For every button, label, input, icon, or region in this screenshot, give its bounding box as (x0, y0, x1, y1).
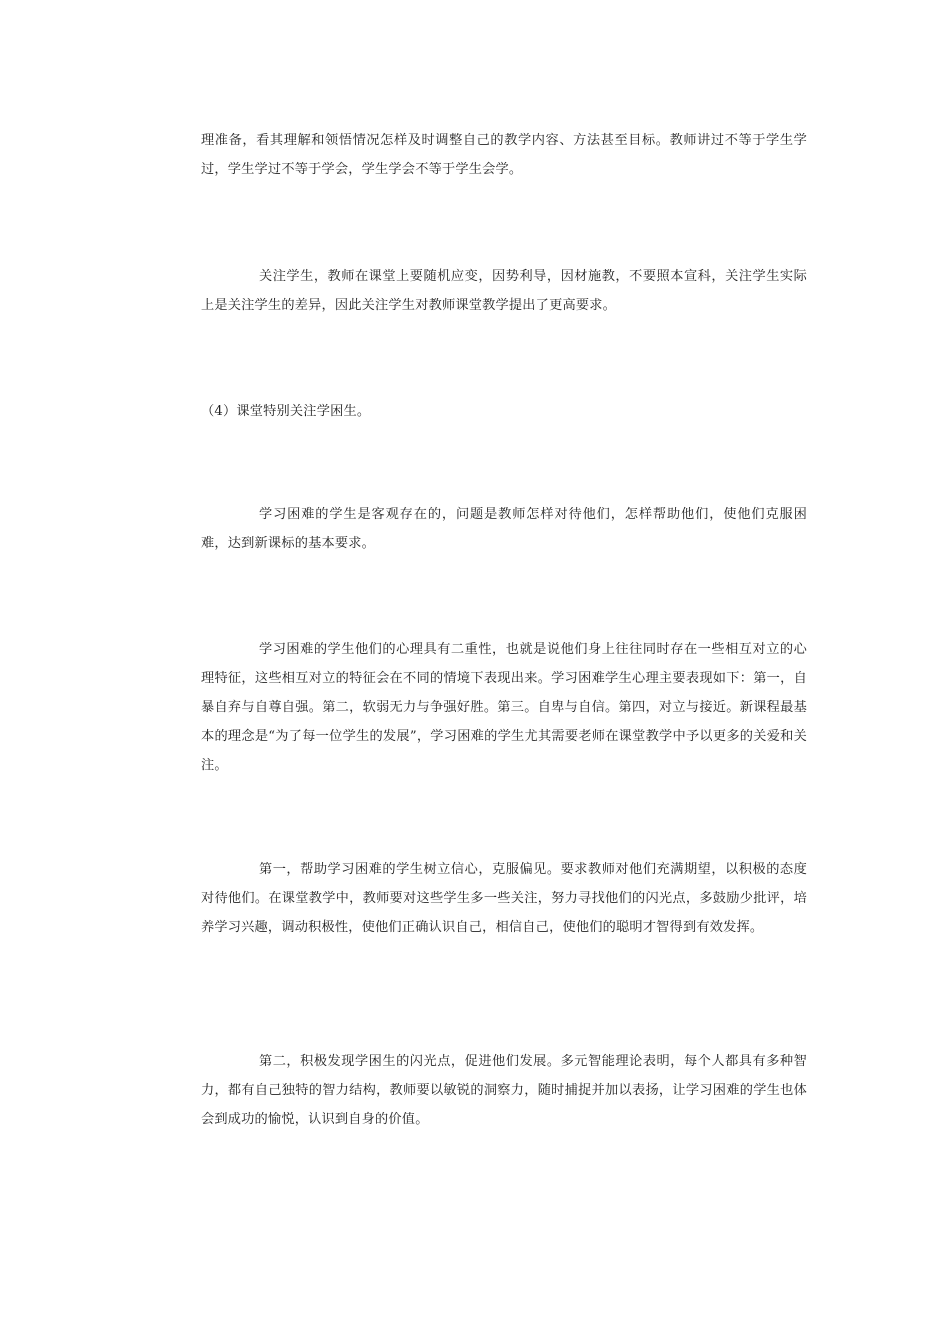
paragraph-second-point: 第二，积极发现学困生的闪光点，促进他们发展。多元智能理论表明，每个人都具有多种智力，都有自己独特的智力结构，教师要以敏锐的洞察力，随时捕捉并加以表扬，让学习困难的学生也体会到成功的愉悦，认识到自身的价值。 (201, 1054, 807, 1127)
paragraph-focus-students: 关注学生，教师在课堂上要随机应变，因势利导，因材施教，不要照本宣科，关注学生实际上是关注学生的差异，因此关注学生对教师课堂教学提出了更高要求。 (201, 269, 807, 313)
paragraph-first-point: 第一，帮助学习困难的学生树立信心，克服偏见。要求教师对他们充满期望，以积极的态度对待他们。在课堂教学中，教师要对这些学生多一些关注，努力寻找他们的闪光点，多鼓励少批评，培养学习兴趣，调动积极性，使他们正确认识自己，相信自己，使他们的聪明才智得到有效发挥。 (201, 862, 807, 935)
paragraph-continuation: 理准备，看其理解和领悟情况怎样及时调整自己的教学内容、方法甚至目标。教师讲过不等于学生学过，学生学过不等于学会，学生学会不等于学生会学。 (201, 133, 807, 177)
section-heading: （4）课堂特别关注学困生。 (201, 404, 371, 419)
paragraph-struggling-students: 学习困难的学生是客观存在的，问题是教师怎样对待他们，怎样帮助他们，使他们克服困难，达到新课标的基本要求。 (201, 507, 807, 551)
paragraph-psychology: 学习困难的学生他们的心理具有二重性，也就是说他们身上往往同时存在一些相互对立的心理特征，这些相互对立的特征会在不同的情境下表现出来。学习困难学生心理主要表现如下：第一，自暴自弃与自尊自强。第二，软弱无力与争强好胜。第三。自卑与自信。第四，对立与接近。新课程最基本的理念是“为了每一位学生的发展”，学习困难的学生尤其需要老师在课堂教学中予以更多的关爱和关注。 (201, 642, 807, 773)
